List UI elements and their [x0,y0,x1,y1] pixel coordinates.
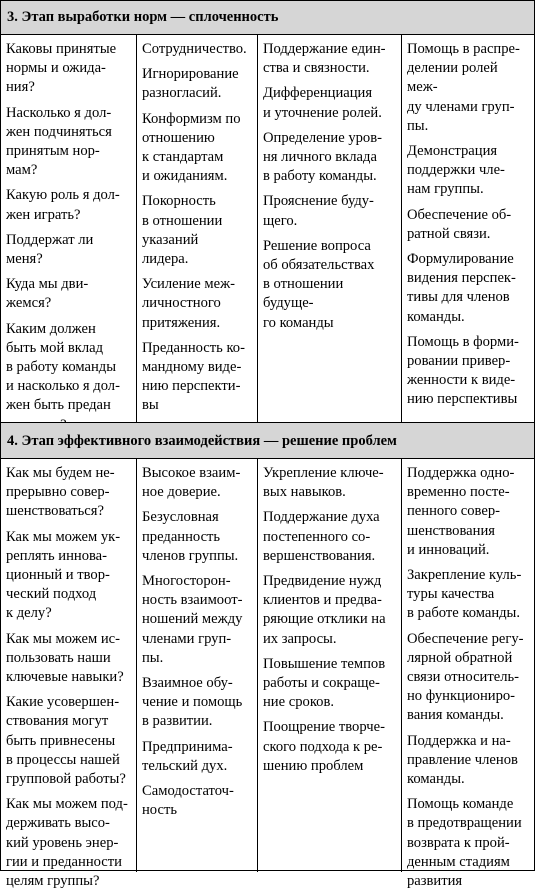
cell-item: Конформизм по отношению к стандартам и ожиданиям. [142,110,241,185]
cell-item: Определение уров- ня личного вклада в работу команды. [263,129,382,185]
cell-item: Усиление меж- личностного притяжения. [142,276,236,331]
cell-item: Насколько я дол- жен подчиняться принятым нор- мам? [6,104,112,179]
cell-item: Поддержание един- ства и связности. [263,41,386,77]
cell-item: Помощь в форми- ровании привер- женности к виде- нию перспективы [407,333,519,408]
section-4-tasks [258,459,402,872]
cell-item: Предпринима- тельский дух. [142,738,233,774]
cell-item: Поддержка и на- правление членов команды. [407,732,518,788]
cell-item: Предвидение нужд клиентов и предва- ряющие отклики на их запросы. [263,573,386,647]
cell-item: Обеспечение регу- лярной обратной связи относитель- но функциониро- вания команды. [407,630,524,724]
cell-item: Помощь в распре- делении ролей меж- ду членами груп- пы. [407,41,520,134]
cell-item: Какую роль я дол- жен играть? [6,187,120,223]
cell-item: Решение вопроса об обязательствах в отношении будуще- го команды [263,237,375,331]
cell-item: Какие усовершен- ствования могут быть привнесены в процессы нашей групповой работы? [6,694,126,788]
cell-item: Игнорирование разногласий. [142,66,239,102]
section-3-tasks [258,35,402,422]
cell-item: Закрепление куль- туры качества в работе команды. [407,567,522,622]
cell-item: Как мы можем ис- пользовать наши ключевые навыки? [6,630,124,686]
section-4-row [1,459,534,890]
cell-item: Поддержка одно- временно посте- пенного совер- шенствования и инноваций. [407,465,515,558]
section-4-questions [1,459,137,890]
cell-item: Взаимное обу- чение и помощь в развитии. [142,675,243,730]
cell-item: Обеспечение об- ратной связи. [407,206,512,242]
cell-item: Куда мы дви- жемся? [6,276,89,312]
cell-item: Укрепление ключе- вых навыков. [263,465,384,501]
cell-item: Поддержание духа постепенного со- вершенствования. [263,509,380,564]
cell-item: Каким должен быть мой вклад в работу команды и насколько я дол- жен быть предан [6,320,120,414]
cell-item: Самодостаточ- ность [142,783,234,819]
cell-item: Безусловная преданность членов группы. [142,509,239,564]
cell-item: Повышение темпов работы и сокраще- ние сроков. [263,655,386,711]
cell-item: Преданность ко- мандному виде- нию перспекти- вы [142,339,245,414]
cell-item: Помощь команде в предотвращении возврата к прой- денным стадиям развития [407,796,522,890]
section-4-header: 4. Этап эффективного взаимодействия — решение проблем [1,423,534,459]
section-4-behaviors [137,459,258,872]
cell-item: Поддержат ли меня? [6,231,94,268]
cell-item: Как мы можем под- держивать высо- кий уровень энер- гии и преданности целям группы? [6,796,128,890]
cell-item: Сотрудничество. [142,41,247,57]
section-4-leader-actions [402,459,536,890]
section-3-questions [1,35,137,422]
cell-item: Формулирование видения перспек- тивы для членов команды. [407,251,516,325]
cell-item: Каковы принятые нормы и ожида- ния? [6,41,117,96]
cell-item: Демонстрация поддержки чле- нам группы. [407,143,505,198]
cell-item: Покорность в отношении указаний лидера. [142,193,223,268]
cell-item: Многосторон- ность взаимоот- ношений между членами груп- пы. [142,573,243,666]
cell-item: Прояснение буду- щего. [263,193,374,229]
section-3-leader-actions [402,35,536,422]
section-3-behaviors [137,35,258,422]
cell-item: Как мы будем не- прерывно совер- шенствоваться? [6,465,115,520]
cell-item: Дифференциация и уточнение ролей. [263,85,382,121]
section-3-row [1,35,534,423]
cell-item: Высокое взаим- ное доверие. [142,465,241,501]
cell-item: Как мы можем ук- реплять иннова- ционный и твор- ческий подход к делу? [6,528,121,622]
cell-item: Поощрение творче- ского подхода к ре- шению проблем [263,719,385,774]
section-3-header: 3. Этап выработки норм — сплоченность [1,1,534,35]
